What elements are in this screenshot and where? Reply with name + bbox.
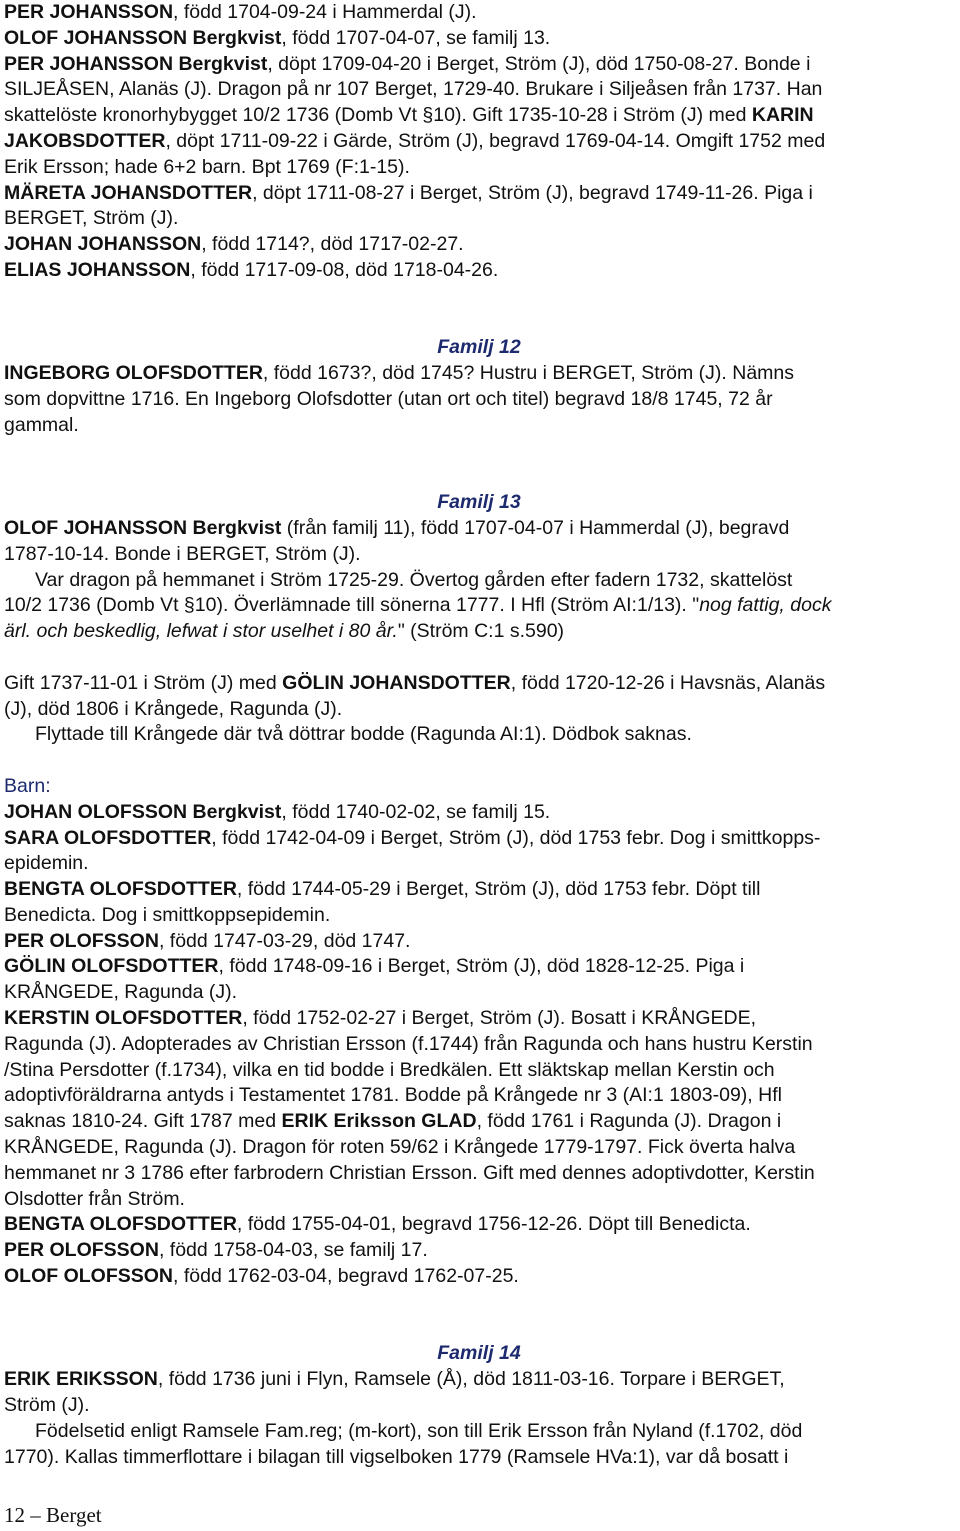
text-line [4, 103, 954, 129]
text-line [4, 516, 954, 542]
document-page [4, 0, 954, 1470]
text-line [4, 671, 954, 697]
person-name: PER OLOFSSON [4, 1239, 159, 1262]
person-name: KARIN [751, 104, 814, 127]
person-details: , född 1742-04-09 i Berget, Ström (J), död 1753 febr. Dog i smittkopps- [211, 826, 821, 849]
page-footer: 12 – Berget [4, 1503, 102, 1527]
person-details: , född 1720-12-26 i Havsnäs, Alanäs [510, 671, 826, 694]
person-details: , född 1761 i Ragunda (J). Dragon i [476, 1110, 782, 1133]
text-line: KRÅNGEDE, Ragunda (J). Dragon för roten 59/62 i Krångede 1779-1797. Fick överta halva [4, 1136, 796, 1159]
person-name: PER OLOFSSON [4, 929, 159, 952]
person-name: JOHAN JOHANSSON [4, 233, 202, 256]
text-line [4, 258, 954, 284]
person-details: , född 1717-09-08, död 1718-04-26. [190, 258, 499, 281]
text-line: Ström (J). [4, 1394, 90, 1417]
person-details: , född 1673?, död 1745? Hustru i BERGET, Ström (J). Nämns [262, 362, 795, 385]
person-name: ERIK ERIKSSON [4, 1368, 158, 1391]
text-line: Flyttade till Krångede där två döttrar bodde (Ragunda AI:1). Dödbok saknas. [35, 723, 692, 746]
child-entry [4, 877, 954, 903]
person-details: , född 1707-04-07, se familj 13. [281, 26, 551, 49]
text-line [4, 619, 954, 645]
person-name: GÖLIN JOHANSDOTTER [282, 671, 511, 694]
person-details: , född 1748-09-16 i Berget, Ström (J), död 1828-12-25. Piga i [218, 955, 745, 978]
family-heading: Familj 14 [437, 1342, 521, 1365]
text-line [4, 129, 954, 155]
family-14-section [4, 1341, 954, 1470]
text-line: gammal. [4, 413, 79, 436]
family-12-section [4, 335, 954, 438]
text-line: Olsdotter från Ström. [4, 1187, 185, 1210]
person-name: ELIAS JOHANSSON [4, 258, 191, 281]
person-details: saknas 1810-24. Gift 1787 med [4, 1110, 282, 1133]
text-line [4, 181, 954, 207]
text-line: epidemin. [4, 852, 89, 875]
text-line: adoptivföräldrarna antyds i Testamentet 1781. Bodde på Krångede nr 3 (AI:1 1803-09), Hfl [4, 1084, 782, 1107]
person-name: INGEBORG OLOFSDOTTER [4, 362, 263, 385]
text-line: (J), död 1806 i Krångede, Ragunda (J). [4, 697, 343, 720]
person-name: PER JOHANSSON Bergkvist [4, 52, 268, 75]
person-details: , född 1762-03-04, begravd 1762-07-25. [173, 1265, 519, 1288]
family-11-children [4, 0, 954, 284]
person-details: , född 1736 juni i Flyn, Ramsele (Å), död 1811-03-16. Torpare i BERGET, [157, 1368, 785, 1391]
child-entry [4, 929, 954, 955]
person-details: , döpt 1709-04-20 i Berget, Ström (J), död 1750-08-27. Bonde i [267, 52, 811, 75]
child-entry [4, 800, 954, 826]
children-label: Barn: [4, 774, 51, 797]
text-line: hemmanet nr 3 1786 efter farbrodern Christian Ersson. Gift med dennes adoptivdotter, Kerstin [4, 1161, 815, 1184]
child-entry [4, 1006, 954, 1032]
spacer [4, 748, 954, 774]
person-name: ERIK Eriksson GLAD [281, 1110, 477, 1133]
person-name: JAKOBSDOTTER [4, 129, 166, 152]
person-name: BENGTA OLOFSDOTTER [4, 878, 237, 901]
text-line: BERGET, Ström (J). [4, 207, 179, 230]
text-line: SILJEÅSEN, Alanäs (J). Dragon på nr 107 Berget, 1729-40. Brukare i Siljeåsen från 1737. Han [4, 78, 823, 101]
family-heading: Familj 13 [437, 491, 521, 514]
family-heading: Familj 12 [437, 336, 521, 359]
child-entry [4, 1264, 954, 1290]
quotation: ärl. och beskedlig, lefwat i stor uselhet i 80 år. [4, 620, 398, 643]
person-name: OLOF JOHANSSON Bergkvist [4, 516, 282, 539]
person-details: , född 1744-05-29 i Berget, Ström (J), död 1753 febr. Döpt till [236, 878, 761, 901]
text-line: Erik Ersson; hade 6+2 barn. Bpt 1769 (F:1-15). [4, 155, 410, 178]
person-name: KERSTIN OLOFSDOTTER [4, 1007, 243, 1030]
family-13-section [4, 490, 954, 1290]
text-line [4, 0, 954, 26]
text-line [4, 593, 954, 619]
person-name: BENGTA OLOFSDOTTER [4, 1213, 237, 1236]
person-name: GÖLIN OLOFSDOTTER [4, 955, 219, 978]
person-details: , född 1755-04-01, begravd 1756-12-26. Döpt till Benedicta. [236, 1213, 751, 1236]
person-details: Gift 1737-11-01 i Ström (J) med [4, 671, 283, 694]
quotation: nog fattig, dock [699, 594, 832, 617]
person-details: 10/2 1736 (Domb Vt §10). Överlämnade till sönerna 1777. I Hfl (Ström AI:1/13). " [4, 594, 700, 617]
person-name: OLOF JOHANSSON Bergkvist [4, 26, 282, 49]
person-details: , född 1758-04-03, se familj 17. [158, 1239, 428, 1262]
person-name: JOHAN OLOFSSON Bergkvist [4, 800, 282, 823]
text-line [4, 232, 954, 258]
person-name: OLOF OLOFSSON [4, 1265, 173, 1288]
person-details: , född 1752-02-27 i Berget, Ström (J). Bosatt i KRÅNGEDE, [242, 1007, 757, 1030]
person-details: skattelöste kronorhybygget 10/2 1736 (Domb Vt §10). Gift 1735-10-28 i Ström (J) med [4, 104, 752, 127]
spacer [4, 1290, 954, 1342]
spacer [4, 439, 954, 491]
person-details: " (Ström C:1 s.590) [397, 620, 565, 643]
person-details: (från familj 11), född 1707-04-07 i Hammerdal (J), begravd [281, 516, 790, 539]
text-line: Benedicta. Dog i smittkoppsepidemin. [4, 903, 331, 926]
text-line: 1770). Kallas timmerflottare i bilagan till vigselboken 1779 (Ramsele HVa:1), var då bosatt i [4, 1445, 789, 1468]
person-name: MÄRETA JOHANSDOTTER [4, 181, 253, 204]
person-details: , född 1747-03-29, död 1747. [158, 929, 411, 952]
text-line: som dopvittne 1716. En Ingeborg Olofsdotter (utan ort och titel) begravd 18/8 1745, 72 år [4, 387, 773, 410]
person-details: , född 1714?, död 1717-02-27. [201, 233, 464, 256]
text-line [4, 26, 954, 52]
person-name: SARA OLOFSDOTTER [4, 826, 212, 849]
text-line [4, 361, 954, 387]
child-entry [4, 954, 954, 980]
child-entry [4, 1212, 954, 1238]
spacer [4, 284, 954, 336]
person-name: PER JOHANSSON [4, 1, 174, 23]
text-line: Var dragon på hemmanet i Ström 1725-29. Övertog gården efter fadern 1732, skattelöst [35, 568, 793, 591]
child-entry [4, 826, 954, 852]
person-details: , döpt 1711-09-22 i Gärde, Ström (J), begravd 1769-04-14. Omgift 1752 med [165, 129, 826, 152]
text-line [4, 1367, 954, 1393]
spacer [4, 645, 954, 671]
child-entry [4, 1238, 954, 1264]
text-line: Ragunda (J). Adopterades av Christian Ersson (f.1744) från Ragunda och hans hustru Kerstin [4, 1032, 813, 1055]
person-details: , född 1704-09-24 i Hammerdal (J). [173, 1, 477, 23]
text-line: KRÅNGEDE, Ragunda (J). [4, 981, 238, 1004]
text-line [4, 1109, 954, 1135]
text-line [4, 52, 954, 78]
person-details: , döpt 1711-08-27 i Berget, Ström (J), begravd 1749-11-26. Piga i [252, 181, 813, 204]
text-line: /Stina Persdotter (f.1734), vilka en tid bodde i Bredkälen. Ett släktskap mellan Kerstin och [4, 1058, 775, 1081]
text-line: Födelsetid enligt Ramsele Fam.reg; (m-kort), son till Erik Ersson från Nyland (f.1702, död [35, 1419, 803, 1442]
text-line: 1787-10-14. Bonde i BERGET, Ström (J). [4, 542, 361, 565]
person-details: , född 1740-02-02, se familj 15. [281, 800, 551, 823]
